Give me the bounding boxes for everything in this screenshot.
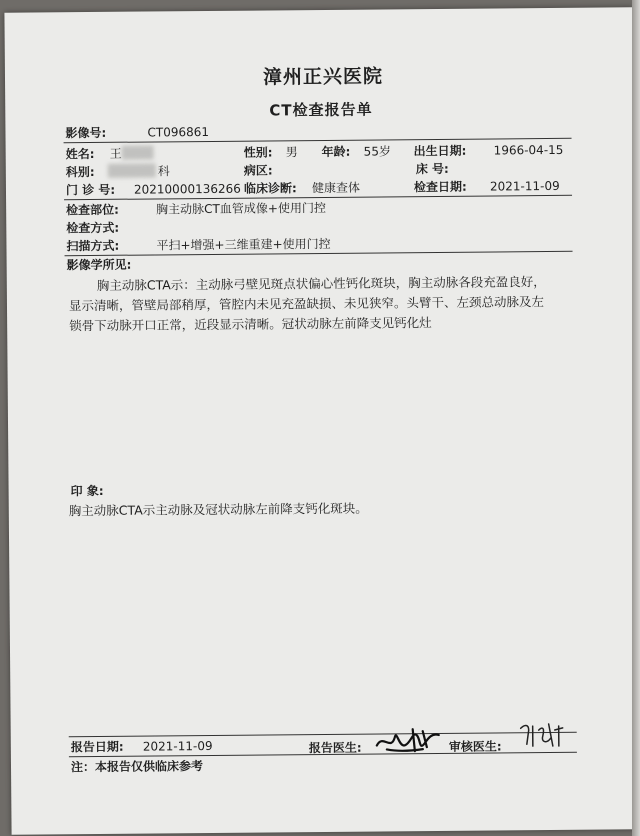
image-no-value: CT096861: [147, 124, 210, 140]
age-label: 年龄:: [321, 144, 351, 159]
ward-label: 病区:: [243, 163, 273, 178]
report-date-value: 2021-11-09: [142, 738, 213, 754]
hospital-name: 漳州正兴医院: [262, 65, 384, 89]
impression-text: 胸主动脉CTA示主动脉及冠状动脉左前降支钙化斑块。: [68, 500, 368, 519]
report-title: CT检查报告单: [269, 100, 373, 120]
bed-label: 床 号:: [415, 161, 449, 177]
findings-text: [69, 272, 580, 336]
exam-rule: [65, 251, 573, 256]
review-doctor-signature: [517, 716, 567, 750]
findings-label: 影像学所见:: [66, 257, 132, 273]
name-label: 姓名:: [65, 146, 95, 162]
birth-label: 出生日期:: [413, 143, 467, 159]
exam-part-label: 检查部位:: [66, 202, 120, 218]
gender-value: 男: [285, 145, 298, 160]
scan-method-value: 平扫+增强+三维重建+使用门控: [156, 236, 331, 253]
redacted-name: [122, 145, 154, 159]
scan-method-label: 扫描方式:: [66, 238, 120, 254]
dept-value: 科: [157, 164, 170, 179]
report-paper: [4, 7, 639, 834]
findings-line: 胸主动脉CTA示：主动脉弓壁见斑点状偏心性钙化斑块，胸主动脉各段充盈良好，: [96, 274, 546, 293]
redacted-dept: [108, 163, 156, 177]
report-doctor-label: 报告医生:: [308, 740, 362, 756]
diagnosis-value: 健康查体: [311, 180, 361, 196]
clinic-no-label: 门 诊 号:: [65, 182, 116, 198]
review-doctor-label: 审核医生:: [448, 739, 502, 754]
image-no-label: 影像号:: [65, 125, 107, 141]
exam-part-value: 胸主动脉CT血管成像+使用门控: [156, 200, 326, 217]
report-date-label: 报告日期:: [70, 739, 124, 755]
clinic-no-value: 20210000136266: [133, 181, 241, 197]
dept-label: 科别:: [65, 164, 95, 180]
birth-value: 1966-04-15: [493, 142, 564, 158]
gender-label: 性别:: [243, 145, 273, 160]
age-value: 55岁: [363, 144, 391, 159]
name-value: 王: [109, 146, 122, 161]
exam-method-label: 检查方式:: [66, 220, 120, 236]
findings-line: 锁骨下动脉开口正常，近段显示清晰。冠状动脉左前降支见钙化灶: [69, 315, 432, 334]
disclaimer-note: 注：本报告仅供临床参考: [70, 759, 204, 775]
exam-date-value: 2021-11-09: [489, 178, 560, 194]
exam-date-label: 检查日期:: [413, 179, 467, 195]
footer-top-rule: [69, 732, 577, 737]
header-top-rule: [64, 138, 572, 143]
background-edge: [632, 0, 640, 836]
impression-label: 印 象:: [70, 483, 104, 499]
findings-line: 显示清晰，管壁局部稍厚，管腔内未见充盈缺损、未见狭窄。头臂干、左颈总动脉及左: [68, 294, 545, 314]
diagnosis-label: 临床诊断:: [243, 181, 297, 196]
